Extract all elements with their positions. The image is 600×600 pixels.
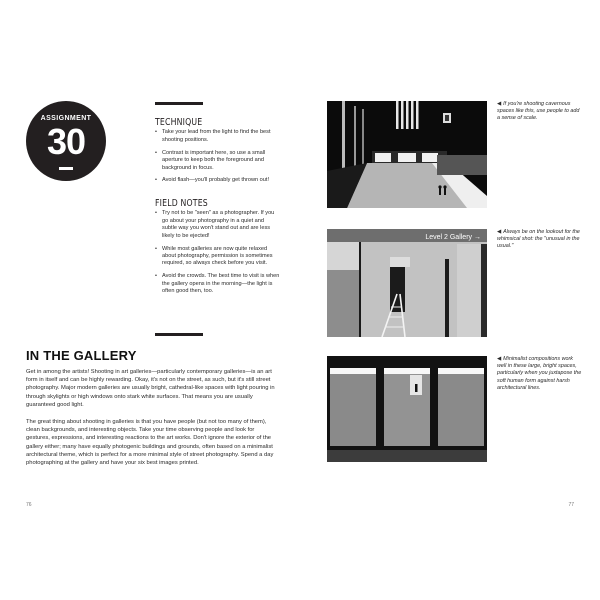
field-notes-title: FIELD NOTES [155,198,208,209]
technique-item: • Avoid flash—you'll probably get thrown out! [155,177,280,184]
field-notes-section [155,200,280,301]
photo-caption [497,101,582,123]
section-heading: IN THE GALLERY [26,348,137,363]
caption-text: Always be on the lookout for the whimsical shot: the "unusual in the usual." [497,229,580,250]
photo-gallery-hall [327,101,487,208]
photo-minimalist-panels [327,356,487,462]
caption-text: If you're shooting cavernous spaces like this, use people to add a sense of scale. [497,101,580,122]
assignment-number: 30 [46,121,86,162]
photo-panels-image [327,356,487,462]
photo-hall-image [327,101,487,208]
field-notes-item: • Try not to be "seen" as a photographer. If you go about your photography in a quiet and subtle way you won't stand out and are less likely to be ejected! [155,210,280,240]
bottom-rule [155,333,203,336]
caption-arrow-icon: ◀ [497,101,502,107]
body-paragraph: The great thing about shooting in galleries is that you have people (but not too many of them), clean backgrounds, and interesting objects. Take your time observing people and look for gestures, expressions, and interesting reactions to the art works. Don't ignore the exterior of the gallery either; many have equally photogenic buildings and grounds, often based on a minimalist architectural theme, which is perfect for a more minimal style of street photography. Spend a day photographing at the gallery and have your six best images printed. [26,419,274,467]
assignment-label: ASSIGNMENT [40,115,92,122]
assignment-badge [26,101,106,181]
badge-dash [59,167,73,170]
caption-text: Minimalist compositions work well in these large, bright spaces, particularly when you juxtapose the soft human form against harsh architectural lines. [497,356,582,391]
field-notes-item: • While most galleries are now quite relaxed about photography, permission is sometimes required, so always check before you visit. [155,246,280,268]
technique-item: • Contrast is important here, so use a small aperture to keep both the foreground and background in focus. [155,150,280,172]
page-number-left: 76 [26,502,32,508]
caption-arrow-icon: ◀ [497,229,502,235]
caption-arrow-icon: ◀ [497,356,502,362]
sign-text: Level 2 Gallery → [425,234,481,241]
technique-title: TECHNIQUE [155,117,203,128]
sign-arrow-icon: → [474,234,481,241]
photo-level-2-gallery [327,229,487,337]
field-notes-item: • Avoid the crowds. The best time to visit is when the gallery opens in the morning—the light is often good then, too. [155,273,280,295]
technique-item: • Take your lead from the light to find the best shooting positions. [155,129,280,144]
page-number-right: 77 [568,502,574,508]
photo-caption [497,356,582,392]
top-rule [155,102,203,105]
photo-caption [497,229,582,251]
body-paragraph: Get in among the artists! Shooting in art galleries—particularly contemporary galleries—is an art form in itself and can be highly rewarding. Okay, it's not on the street, as such, but it's still street photography. Major modern galleries are usually bright, cathedral-like spaces with light pouring in through skylights or high windows onto stark white surfaces. That means you are usually guaranteed good light. [26,369,275,408]
technique-section [155,119,280,190]
photo-level2-image [327,229,487,337]
